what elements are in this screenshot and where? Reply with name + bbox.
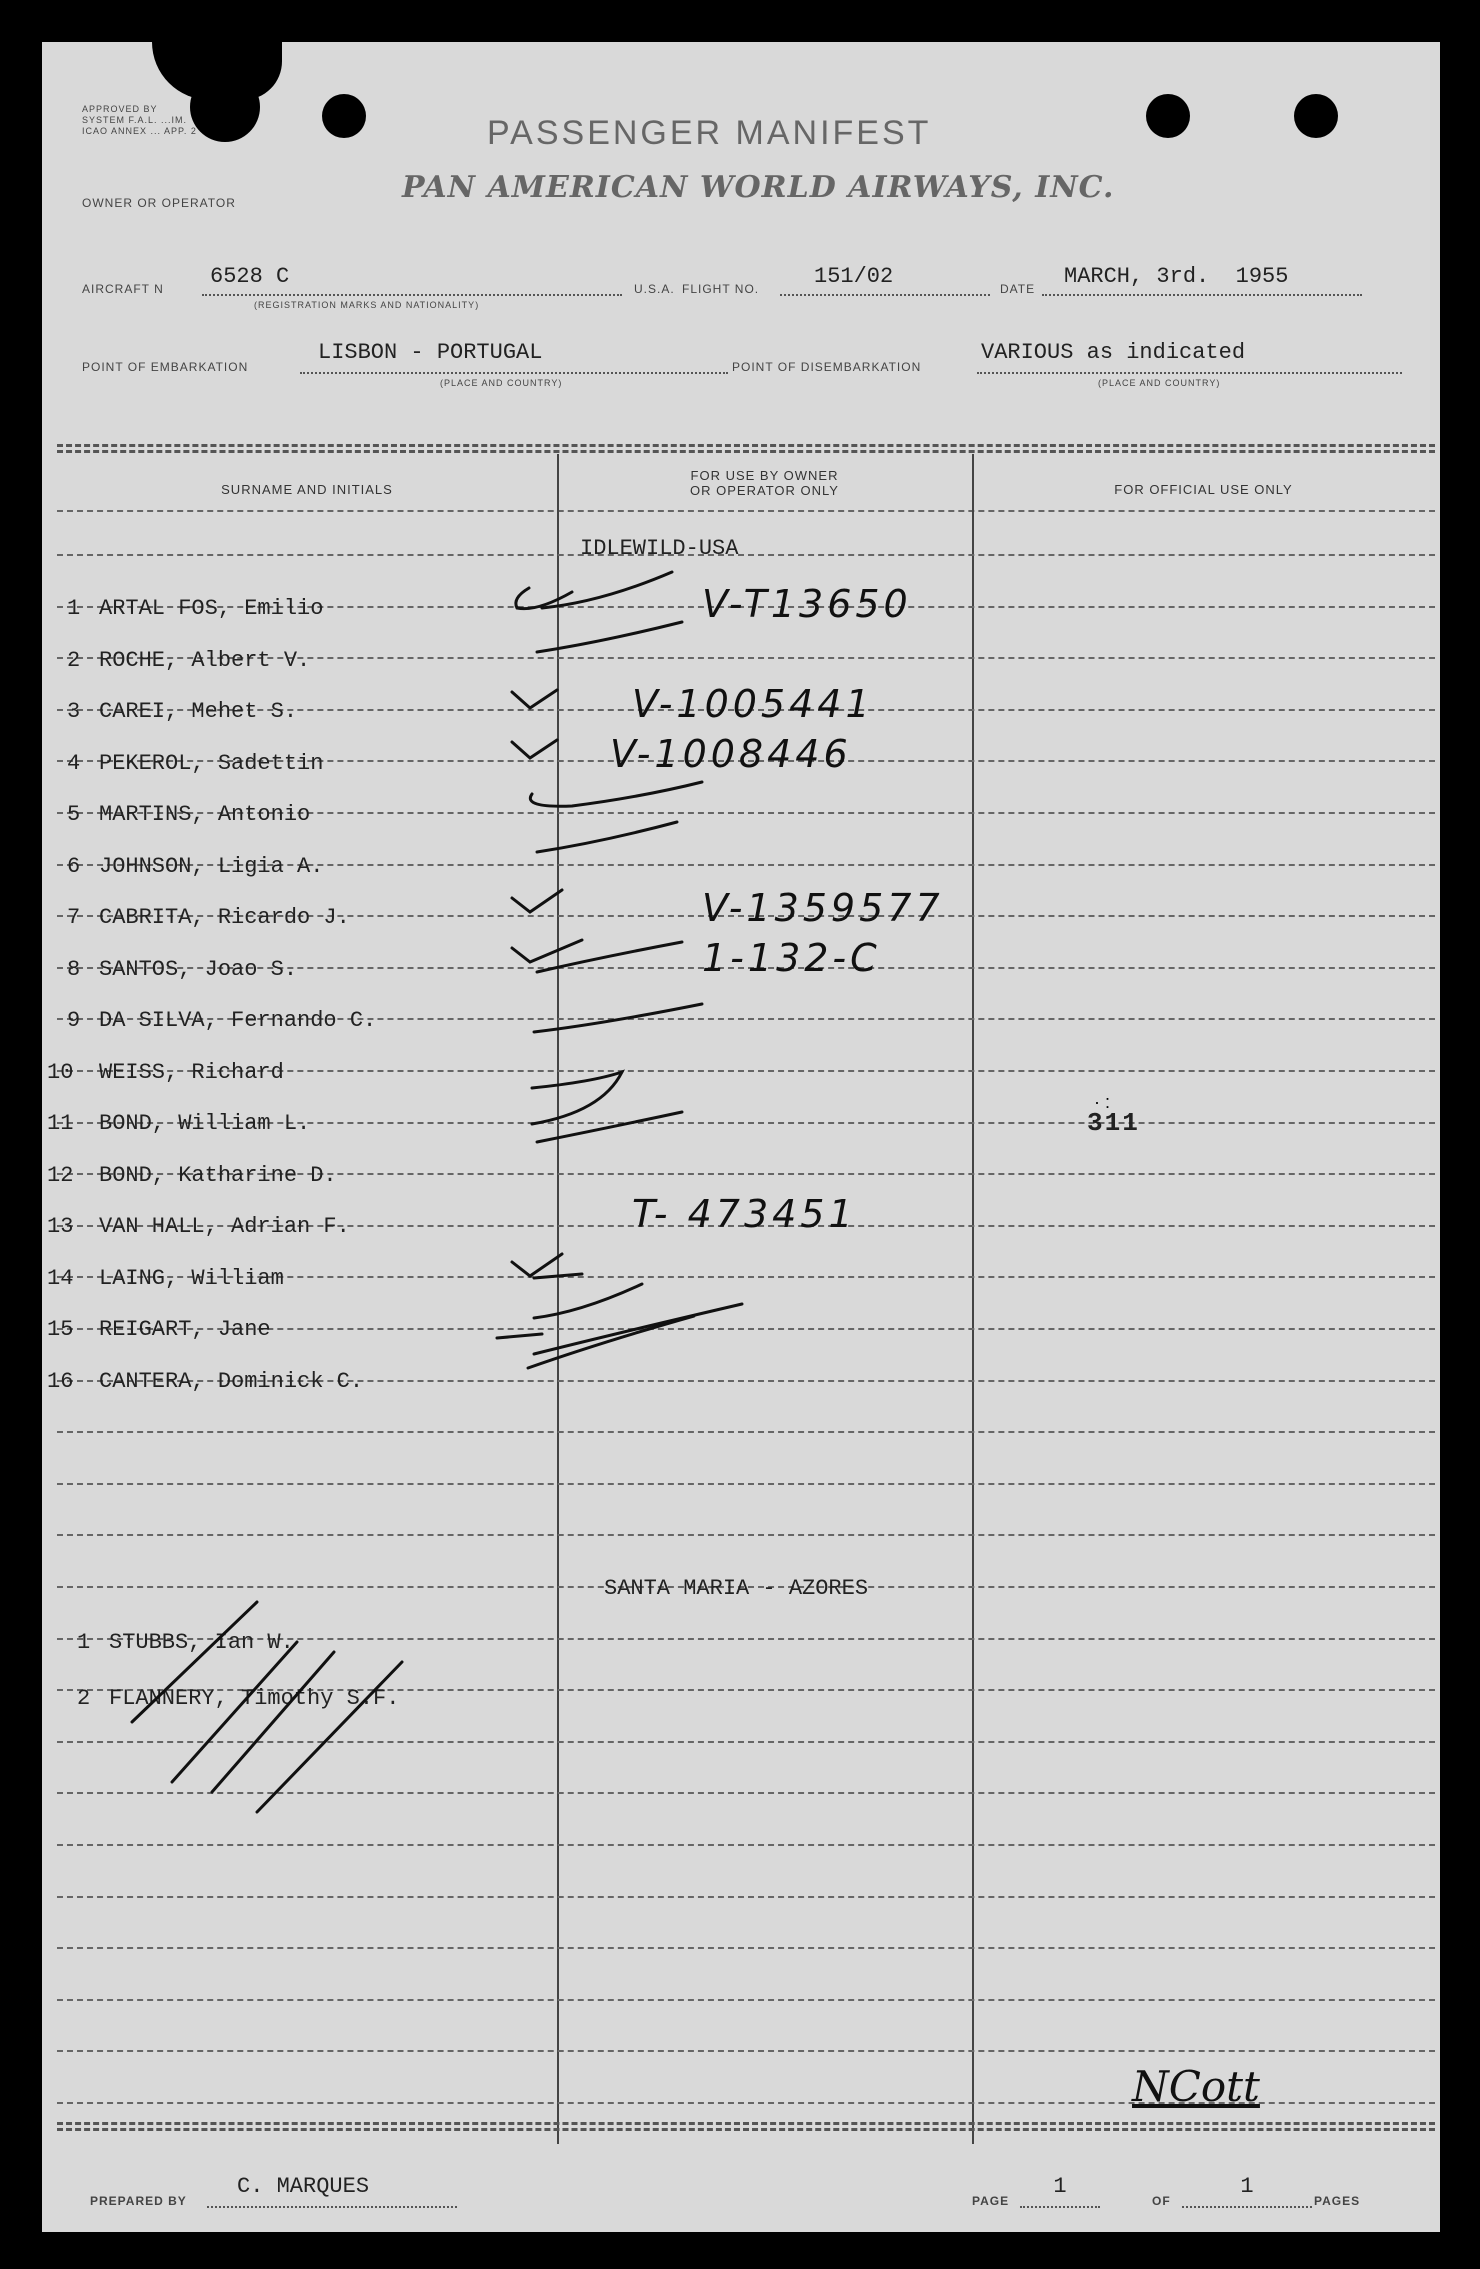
- passenger-name: STUBBS, Ian W.: [109, 1630, 294, 1655]
- tick-stroke: [537, 942, 682, 972]
- disembarkation-value: VARIOUS as indicated: [981, 340, 1246, 365]
- passenger-number: 14: [47, 1265, 74, 1291]
- header-surname: SURNAME AND INITIALS: [221, 482, 393, 497]
- page-label: PAGE: [972, 2194, 1010, 2208]
- passenger-name: JOHNSON, Ligia A.: [99, 853, 324, 879]
- passenger-name: PEKEROL, Sadettin: [99, 750, 324, 776]
- passenger-name: CAREI, Mehet S.: [99, 699, 298, 724]
- passenger-name: FLANNERY, Timothy S.F.: [109, 1686, 400, 1711]
- embarkation-value: LISBON - PORTUGAL: [318, 340, 543, 365]
- disembarkation-sublabel: (PLACE AND COUNTRY): [1098, 378, 1221, 388]
- passenger-number: 8: [67, 956, 81, 982]
- of-value: 1: [1240, 2174, 1254, 2199]
- handwritten-marks: [42, 42, 1440, 2232]
- handwritten-visa-number: V-1008446: [610, 732, 852, 776]
- tick-stroke: [530, 782, 702, 806]
- passenger-number: 12: [47, 1162, 74, 1188]
- stamp-line: APPROVED BY: [82, 104, 158, 114]
- handwritten-visa-number: V-1359577: [702, 886, 944, 930]
- country-label: U.S.A.: [634, 282, 675, 296]
- tick-stroke: [537, 822, 677, 852]
- header-owner-use-line: OR OPERATOR ONLY: [690, 483, 839, 498]
- header-official-use: FOR OFFICIAL USE ONLY: [1114, 482, 1293, 497]
- handwritten-visa-number: T- 473451: [632, 1192, 857, 1236]
- check-mark: [512, 740, 557, 758]
- passenger-number: 15: [47, 1317, 74, 1342]
- handwritten-visa-number: V-1005441: [632, 682, 874, 726]
- tick-stroke: [532, 1072, 622, 1124]
- tick-stroke: [534, 1004, 702, 1032]
- section-destination: SANTA MARIA - AZORES: [604, 1576, 869, 1601]
- flight-label: FLIGHT NO.: [682, 282, 760, 296]
- embarkation-label: POINT OF EMBARKATION: [82, 360, 249, 374]
- flight-value: 151/02: [814, 264, 894, 289]
- of-label: OF: [1152, 2194, 1171, 2208]
- date-value: MARCH, 3rd. 1955: [1064, 264, 1289, 289]
- passenger-name: LAING, William: [99, 1265, 284, 1291]
- page-title: PASSENGER MANIFEST: [487, 114, 932, 152]
- tick-stroke: [534, 1274, 582, 1278]
- passenger-number: 3: [67, 699, 81, 724]
- stamp-line: SYSTEM F.A.L. ...IM.: [82, 115, 188, 125]
- handwritten-visa-number: V-T13650: [702, 582, 912, 626]
- passenger-number: 4: [67, 750, 81, 776]
- passenger-name: WEISS, Richard: [99, 1059, 284, 1085]
- passenger-number: 13: [47, 1214, 74, 1239]
- tick-stroke: [534, 1284, 642, 1318]
- passenger-name: BOND, William L.: [99, 1111, 311, 1136]
- passenger-name: MARTINS, Antonio: [99, 802, 311, 827]
- disembarkation-label: POINT OF DISEMBARKATION: [732, 360, 922, 374]
- check-mark: [512, 890, 562, 912]
- passenger-number: 2: [67, 647, 81, 673]
- passenger-name: DA SILVA, Fernando C.: [99, 1008, 377, 1033]
- page-value: 1: [1053, 2174, 1067, 2199]
- airline-name: PAN AMERICAN WORLD AIRWAYS, INC.: [402, 170, 1115, 205]
- passenger-name: ARTAL FOS, Emilio: [99, 596, 324, 621]
- strike-line: [172, 1642, 297, 1782]
- check-mark: [512, 940, 582, 962]
- passenger-number: 2: [77, 1686, 91, 1711]
- aircraft-value: 6528 C: [210, 264, 290, 289]
- pages-label: PAGES: [1314, 2194, 1361, 2208]
- tick-stroke: [537, 622, 682, 652]
- passenger-name: CABRITA, Ricardo J.: [99, 905, 350, 930]
- passenger-name: CANTERA, Dominick C.: [99, 1368, 364, 1394]
- passenger-number: 16: [47, 1368, 74, 1394]
- check-mark: [512, 1254, 562, 1276]
- passenger-number: 5: [67, 802, 81, 827]
- section-destination: IDLEWILD-USA: [580, 536, 739, 561]
- strike-line: [257, 1662, 402, 1812]
- aircraft-sublabel: (REGISTRATION MARKS AND NATIONALITY): [254, 300, 480, 310]
- signature: NCott: [1132, 2062, 1260, 2111]
- passenger-name: BOND, Katharine D.: [99, 1162, 337, 1188]
- passenger-name: SANTOS, Joao S.: [99, 956, 298, 982]
- passenger-number: 10: [47, 1059, 74, 1085]
- stamp-line: ICAO ANNEX ... APP. 2: [82, 126, 197, 136]
- official-code: 311: [1087, 1108, 1140, 1138]
- check-mark: [512, 690, 557, 708]
- tick-stroke: [528, 1316, 694, 1368]
- prepared-label: PREPARED BY: [90, 2194, 187, 2208]
- strike-line: [212, 1652, 334, 1792]
- aircraft-label: AIRCRAFT N: [82, 282, 164, 296]
- prepared-value: C. MARQUES: [237, 2174, 370, 2199]
- passenger-name: VAN HALL, Adrian F.: [99, 1214, 350, 1239]
- owner-label: OWNER OR OPERATOR: [82, 196, 236, 210]
- passenger-number: 9: [67, 1008, 81, 1033]
- passenger-number: 1: [77, 1630, 91, 1655]
- scatter-dots: · :: [1094, 1092, 1110, 1112]
- tick-stroke: [497, 1334, 542, 1338]
- manifest-page: [42, 42, 1440, 2232]
- passenger-number: 7: [67, 905, 81, 930]
- tick-stroke: [542, 572, 672, 608]
- passenger-number: 1: [67, 596, 81, 621]
- date-label: DATE: [1000, 282, 1036, 296]
- passenger-name: REIGART, Jane: [99, 1317, 271, 1342]
- embarkation-sublabel: (PLACE AND COUNTRY): [440, 378, 563, 388]
- strike-line: [132, 1602, 257, 1722]
- handwritten-visa-number: 1-132-C: [702, 936, 881, 980]
- header-owner-use-line: FOR USE BY OWNER: [690, 468, 839, 483]
- passenger-number: 11: [47, 1111, 74, 1136]
- passenger-number: 6: [67, 853, 81, 879]
- passenger-name: ROCHE, Albert V.: [99, 647, 311, 673]
